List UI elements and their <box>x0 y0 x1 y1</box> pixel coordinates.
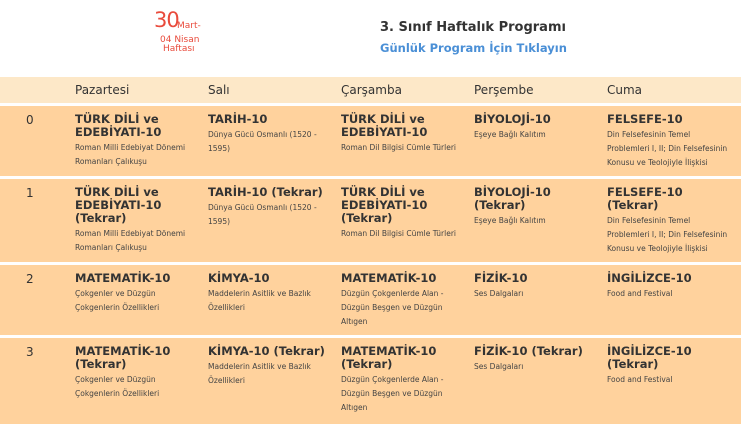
lesson-subject: MATEMATİK-10 <box>75 271 171 285</box>
lesson-subject: TÜRK DİLİ ve EDEBİYATI-10 (Tekrar) <box>75 185 162 225</box>
week-label: Haftası <box>163 44 195 54</box>
lesson-topic: Ses Dalgaları <box>474 362 524 371</box>
column-header-friday: Cuma <box>599 77 741 103</box>
lesson-subject: MATEMATİK-10 <box>341 271 437 285</box>
lesson-cell-friday[interactable] <box>599 106 741 176</box>
lesson-subject: TARİH-10 <box>208 112 268 126</box>
schedule-table <box>0 74 741 427</box>
lesson-subject: MATEMATİK-10 (Tekrar) <box>341 344 437 371</box>
lesson-topic: Ses Dalgaları <box>474 289 524 298</box>
lesson-subject: FİZİK-10 (Tekrar) <box>474 344 583 358</box>
week-badge <box>148 6 218 58</box>
lesson-subject: BİYOLOJİ-10 <box>474 112 551 126</box>
lesson-subject: KİMYA-10 (Tekrar) <box>208 344 325 358</box>
column-header-monday: Pazartesi <box>67 77 200 103</box>
lesson-cell-friday[interactable] <box>599 179 741 262</box>
lesson-topic: Dünya Gücü Osmanlı (1520 - 1595) <box>208 203 317 226</box>
page-title: 3. Sınıf Haftalık Programı <box>380 20 566 35</box>
column-header-index <box>0 77 67 103</box>
lesson-cell-tuesday[interactable] <box>200 179 333 262</box>
lesson-topic: Food and Festival <box>607 375 673 384</box>
lesson-topic: Din Felsefesinin Temel Problemleri I, II; Din Felsefesinin Konusu ve Teolojiyle İlişkisi <box>607 130 728 167</box>
lesson-subject: İNGİLİZCE-10 (Tekrar) <box>607 344 692 371</box>
lesson-cell-thursday[interactable] <box>466 179 599 262</box>
lesson-subject: İNGİLİZCE-10 <box>607 271 692 285</box>
lesson-subject: TÜRK DİLİ ve EDEBİYATI-10 <box>341 112 428 139</box>
lesson-cell-wednesday[interactable] <box>333 338 466 424</box>
lesson-cell-monday[interactable] <box>67 106 200 176</box>
lesson-topic: Eşeye Bağlı Kalıtım <box>474 130 546 139</box>
table-row <box>0 179 741 262</box>
lesson-subject: MATEMATİK-10 (Tekrar) <box>75 344 171 371</box>
lesson-subject: FİZİK-10 <box>474 271 528 285</box>
lesson-cell-thursday[interactable] <box>466 106 599 176</box>
lesson-cell-thursday[interactable] <box>466 338 599 424</box>
week-day: 30 <box>154 8 179 32</box>
lesson-topic: Maddelerin Asitlik ve Bazlık Özellikleri <box>208 289 311 312</box>
lesson-topic: Çokgenler ve Düzgün Çokgenlerin Özellikleri <box>75 375 160 398</box>
table-row <box>0 338 741 424</box>
table-header-row <box>0 77 741 103</box>
lesson-topic: Düzgün Çokgenlerde Alan - Düzgün Beşgen ve Düzgün Altıgen <box>341 289 444 326</box>
lesson-cell-friday[interactable] <box>599 338 741 424</box>
lesson-cell-monday[interactable] <box>67 265 200 335</box>
lesson-cell-wednesday[interactable] <box>333 179 466 262</box>
lesson-subject: FELSEFE-10 (Tekrar) <box>607 185 683 212</box>
lesson-cell-wednesday[interactable] <box>333 106 466 176</box>
lesson-cell-tuesday[interactable] <box>200 106 333 176</box>
lesson-cell-monday[interactable] <box>67 338 200 424</box>
table-row <box>0 265 741 335</box>
column-header-thursday: Perşembe <box>466 77 599 103</box>
lesson-cell-thursday[interactable] <box>466 265 599 335</box>
lesson-cell-tuesday[interactable] <box>200 265 333 335</box>
lesson-cell-tuesday[interactable] <box>200 338 333 424</box>
lesson-topic: Roman Milli Edebiyat Dönemi Romanları Çalıkuşu <box>75 143 186 166</box>
daily-program-link[interactable]: Günlük Program İçin Tıklayın <box>380 41 567 55</box>
lesson-topic: Roman Dil Bilgisi Cümle Türleri <box>341 143 456 152</box>
row-index: 3 <box>0 338 67 424</box>
row-index: 2 <box>0 265 67 335</box>
table-row <box>0 106 741 176</box>
lesson-topic: Dünya Gücü Osmanlı (1520 - 1595) <box>208 130 317 153</box>
lesson-subject: KİMYA-10 <box>208 271 270 285</box>
lesson-subject: BİYOLOJİ-10 (Tekrar) <box>474 185 551 212</box>
lesson-topic: Roman Dil Bilgisi Cümle Türleri <box>341 229 456 238</box>
lesson-topic: Din Felsefesinin Temel Problemleri I, II; Din Felsefesinin Konusu ve Teolojiyle İlişkisi <box>607 216 728 253</box>
column-header-tuesday: Salı <box>200 77 333 103</box>
lesson-subject: TÜRK DİLİ ve EDEBİYATI-10 <box>75 112 162 139</box>
lesson-subject: FELSEFE-10 <box>607 112 683 126</box>
lesson-topic: Food and Festival <box>607 289 673 298</box>
lesson-topic: Roman Milli Edebiyat Dönemi Romanları Çalıkuşu <box>75 229 186 252</box>
lesson-cell-friday[interactable] <box>599 265 741 335</box>
lesson-topic: Eşeye Bağlı Kalıtım <box>474 216 546 225</box>
lesson-topic: Maddelerin Asitlik ve Bazlık Özellikleri <box>208 362 311 385</box>
week-next: 04 Nisan <box>160 35 200 45</box>
week-month: Mart- <box>177 21 201 31</box>
lesson-cell-monday[interactable] <box>67 179 200 262</box>
row-index: 0 <box>0 106 67 176</box>
lesson-subject: TARİH-10 (Tekrar) <box>208 185 323 199</box>
column-header-wednesday: Çarşamba <box>333 77 466 103</box>
lesson-subject: TÜRK DİLİ ve EDEBİYATI-10 (Tekrar) <box>341 185 428 225</box>
row-index: 1 <box>0 179 67 262</box>
lesson-topic: Düzgün Çokgenlerde Alan - Düzgün Beşgen ve Düzgün Altıgen <box>341 375 444 412</box>
lesson-cell-wednesday[interactable] <box>333 265 466 335</box>
lesson-topic: Çokgenler ve Düzgün Çokgenlerin Özellikleri <box>75 289 160 312</box>
